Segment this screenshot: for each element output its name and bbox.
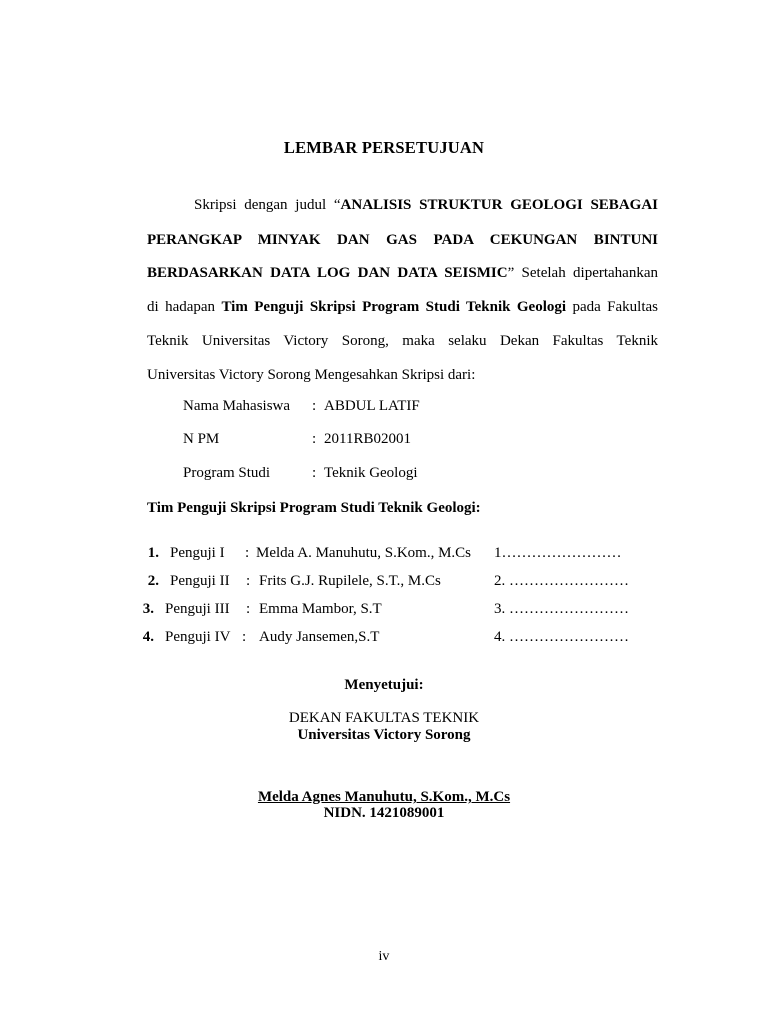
- colon: :: [245, 545, 250, 561]
- examiner-role: Penguji II: [170, 573, 230, 589]
- approval-heading: Menyetujui:: [344, 677, 424, 693]
- colon: :: [246, 573, 251, 589]
- paragraph-line-2: PERANGKAP MINYAK DAN GAS PADA CEKUNGAN BINTUNI: [147, 232, 658, 248]
- student-npm-value: 2011RB02001: [324, 431, 411, 447]
- examiner-role: Penguji III: [165, 601, 230, 617]
- examiner-name: Frits G.J. Rupilele, S.T., M.Cs: [259, 573, 441, 589]
- colon: :: [312, 465, 317, 481]
- dean-name: Melda Agnes Manuhutu, S.Kom., M.Cs: [257, 789, 511, 805]
- examiner-name: Melda A. Manuhutu, S.Kom., M.Cs: [256, 545, 472, 561]
- examiner-number: 3.: [142, 601, 154, 617]
- examiner-name: Emma Mambor, S.T: [259, 601, 382, 617]
- examiner-role: Penguji IV: [165, 629, 231, 645]
- thesis-title-part-1: ANALISIS STRUKTUR GEOLOGI SEBAGAI: [340, 197, 658, 213]
- examiner-number: 2.: [147, 573, 159, 589]
- dean-title: DEKAN FAKULTAS TEKNIK: [288, 710, 480, 726]
- student-name-label: Nama Mahasiswa: [183, 398, 291, 414]
- colon: :: [242, 629, 247, 645]
- colon: :: [246, 601, 251, 617]
- examiner-role: Penguji I: [170, 545, 225, 561]
- signature-line: 2. ……………………: [494, 573, 629, 589]
- student-name-value: ABDUL LATIF: [324, 398, 420, 414]
- examiner-name: Audy Jansemen,S.T: [259, 629, 380, 645]
- dean-nidn: NIDN. 1421089001: [323, 805, 445, 821]
- student-prodi-label: Program Studi: [183, 465, 271, 481]
- examiner-number: 4.: [142, 629, 154, 645]
- colon: :: [312, 431, 317, 447]
- signature-line: 4. ……………………: [494, 629, 629, 645]
- signature-line: 3. ……………………: [494, 601, 629, 617]
- university-name: Universitas Victory Sorong: [297, 727, 471, 743]
- examiner-team-heading: Tim Penguji Skripsi Program Studi Teknik Geologi:: [147, 500, 481, 516]
- paragraph-line-6: Universitas Victory Sorong Mengesahkan Skripsi dari:: [147, 367, 476, 383]
- colon: :: [312, 398, 317, 414]
- examiner-number: 1.: [147, 545, 159, 561]
- paragraph-line-3: BERDASARKAN DATA LOG DAN DATA SEISMIC” Setelah dipertahankan: [147, 265, 658, 281]
- page-title: LEMBAR PERSETUJUAN: [283, 138, 485, 157]
- paragraph-line-1: Skripsi dengan judul “ANALISIS STRUKTUR GEOLOGI SEBAGAI: [194, 197, 658, 213]
- paragraph-line-5: Teknik Universitas Victory Sorong, maka selaku Dekan Fakultas Teknik: [147, 333, 658, 349]
- student-prodi-value: Teknik Geologi: [324, 465, 418, 481]
- page-number: iv: [378, 949, 390, 964]
- student-npm-label: N PM: [183, 431, 220, 447]
- paragraph-line-4: di hadapan Tim Penguji Skripsi Program Studi Teknik Geologi pada Fakultas: [147, 299, 658, 315]
- signature-line: 1……………………: [494, 545, 622, 561]
